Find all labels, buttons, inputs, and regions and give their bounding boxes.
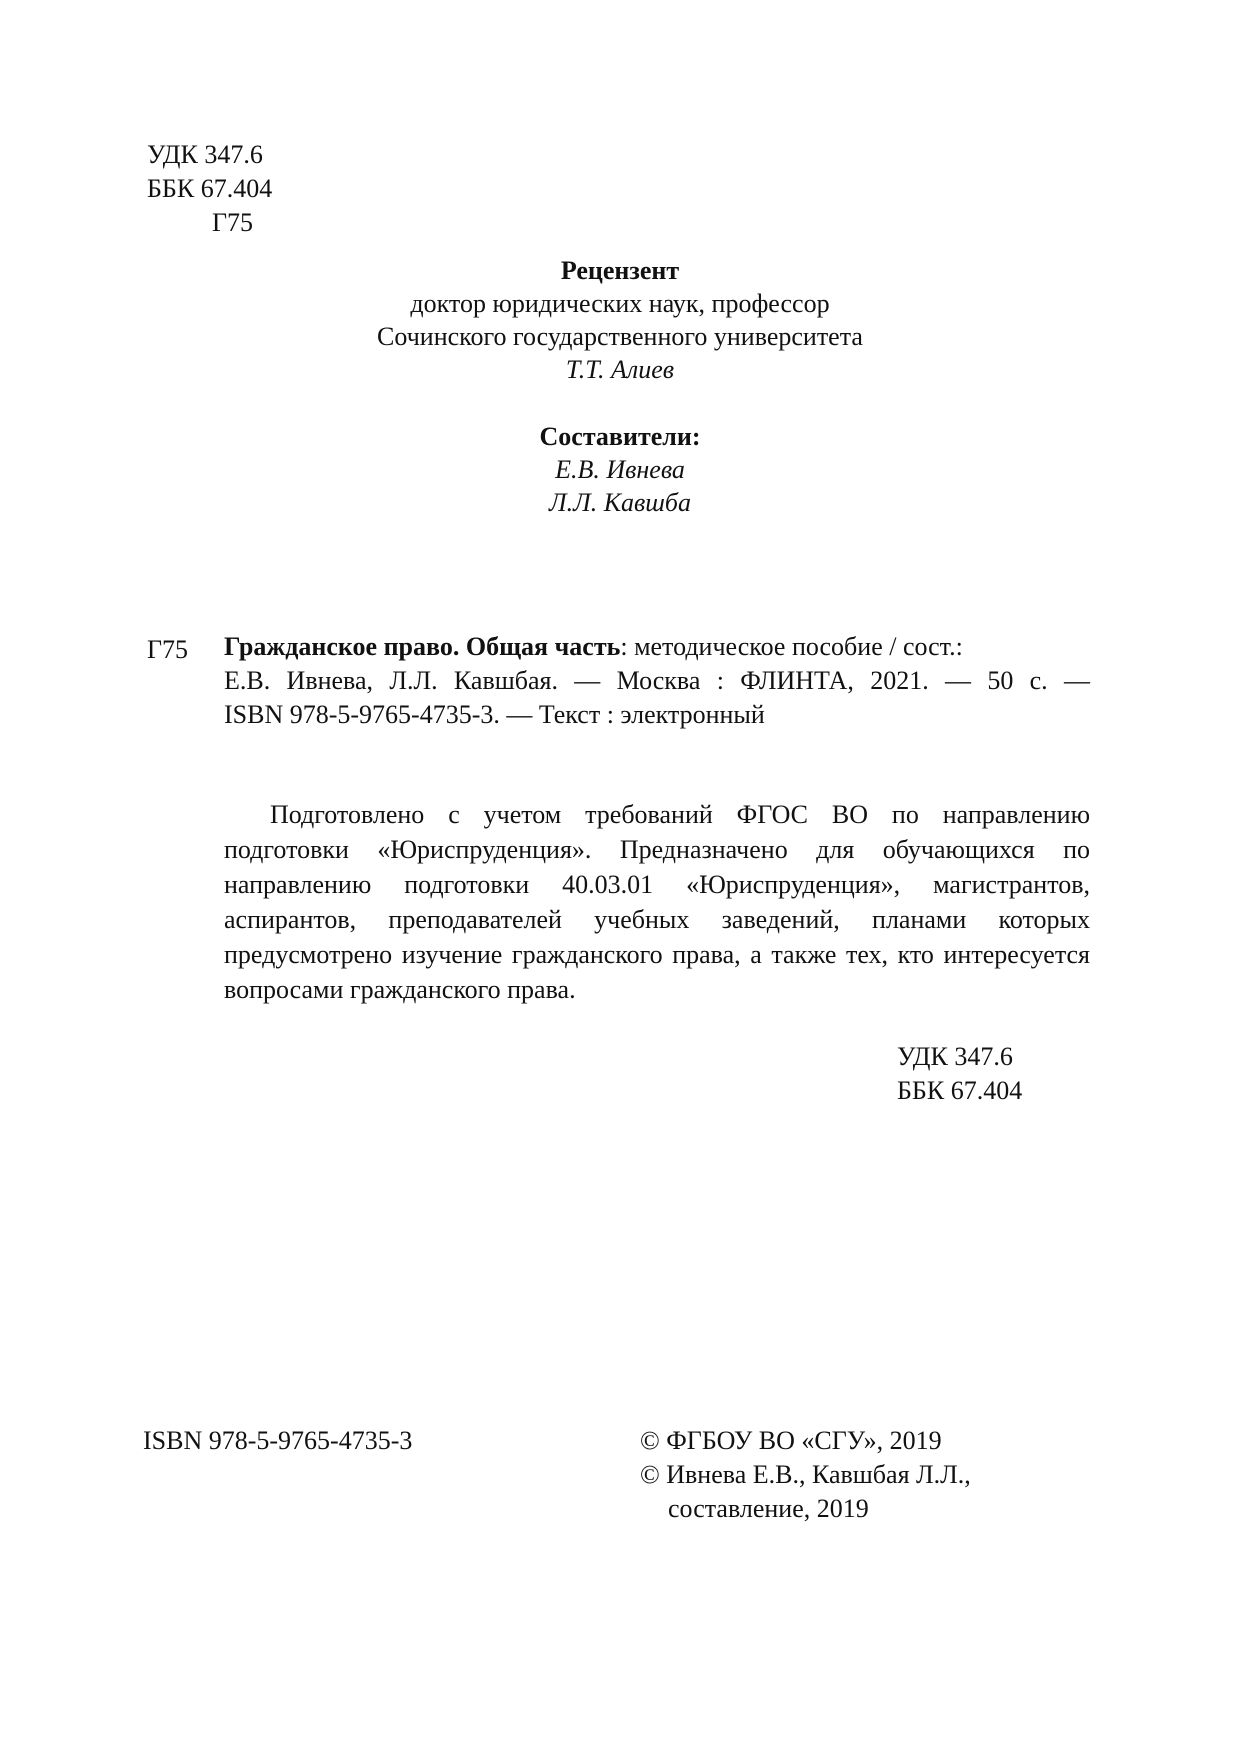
- annotation-paragraph: Подготовлено с учетом требований ФГОС ВО по направлению подготовки «Юриспруденция». Предназначено для обучающихся по направлению подготовки 40.03.01 «Юриспруденция», магистрантов, аспирантов, преподавателей учебных заведений, планами которых предусмотрено изучение гражданского права, а также тех, кто интересуется вопросами гражданского права.: [224, 800, 1090, 1004]
- compiler-name: Е.В. Ивнева: [555, 455, 685, 484]
- bib-title-rest: : методическое пособие / сост.:: [620, 632, 963, 661]
- reviewer-affiliation: Сочинского государственного университета: [377, 322, 863, 351]
- bottom-bbk-index: ББК 67.404: [897, 1076, 1023, 1105]
- top-udk-index: УДК 347.6: [147, 140, 263, 169]
- bottom-udk-index: УДК 347.6: [897, 1042, 1013, 1071]
- reviewer-degree: доктор юридических наук, профессор: [410, 289, 830, 318]
- copyright-compilers-continued: составление, 2019: [668, 1494, 869, 1523]
- compiler-name: Л.Л. Кавшба: [549, 488, 691, 517]
- top-bbk-index: ББК 67.404: [147, 174, 273, 203]
- reviewer-heading: Рецензент: [560, 256, 680, 285]
- copyright-compilers: © Ивнева Е.В., Кавшбая Л.Л.,: [640, 1460, 971, 1489]
- bib-line-imprint: Е.В. Ивнева, Л.Л. Кавшбая. — Москва : ФЛИНТА, 2021. — 50 с. —: [224, 666, 1090, 695]
- compilers-heading: Составители:: [539, 422, 701, 451]
- bib-title: Гражданское право. Общая часть: [224, 632, 621, 661]
- copyright-publisher: © ФГБОУ ВО «СГУ», 2019: [640, 1426, 942, 1455]
- bib-line-isbn: ISBN 978-5-9765-4735-3. — Текст : электронный: [224, 700, 765, 729]
- bib-line-title: [224, 630, 1090, 663]
- reviewer-name: Т.Т. Алиев: [565, 355, 675, 384]
- bib-author-mark: Г75: [147, 635, 189, 664]
- top-author-mark: Г75: [212, 208, 254, 237]
- footer-isbn: ISBN 978-5-9765-4735-3: [143, 1426, 413, 1455]
